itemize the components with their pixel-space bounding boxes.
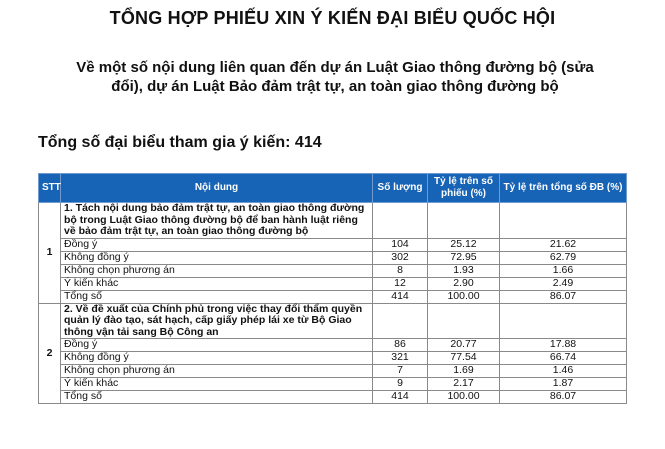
table-row: [39, 365, 627, 378]
results-table: [38, 173, 627, 404]
table-row: [39, 290, 627, 303]
pct-votes-cell: 100.00: [428, 391, 500, 404]
option-label: Ý kiến khác: [61, 277, 373, 290]
pct-delegates-cell: 1.66: [500, 264, 627, 277]
option-label: Đồng ý: [61, 238, 373, 251]
count-cell: 302: [373, 251, 428, 264]
count-cell: 414: [373, 290, 428, 303]
table-row: [39, 238, 627, 251]
table-header-row: [39, 174, 627, 203]
table-row: [39, 339, 627, 352]
count-cell: 414: [373, 391, 428, 404]
pct-votes-cell: 2.17: [428, 378, 500, 391]
empty-cell: [373, 203, 428, 239]
pct-votes-cell: 1.93: [428, 264, 500, 277]
pct-votes-cell: 1.69: [428, 365, 500, 378]
pct-votes-cell: 77.54: [428, 352, 500, 365]
subtitle-line-2: đổi), dự án Luật Bảo đảm trật tự, an toàn giao thông đường bộ: [111, 78, 559, 95]
pct-delegates-cell: 62.79: [500, 251, 627, 264]
question-text: 1. Tách nội dung bảo đảm trật tự, an toàn giao thông đường bộ trong Luật Giao thông đường bộ để ban hành luật riêng về bảo đảm trật tự, an toàn giao thông đường bộ: [61, 203, 373, 239]
empty-cell: [428, 203, 500, 239]
count-cell: 12: [373, 277, 428, 290]
pct-delegates-cell: 2.49: [500, 277, 627, 290]
pct-delegates-cell: 1.46: [500, 365, 627, 378]
page-subtitle: [30, 58, 640, 96]
option-label: Không đồng ý: [61, 251, 373, 264]
pct-delegates-cell: 17.88: [500, 339, 627, 352]
option-label: Tổng số: [61, 290, 373, 303]
option-label: Không đồng ý: [61, 352, 373, 365]
stt-cell: 2: [39, 303, 61, 404]
option-label: Đồng ý: [61, 339, 373, 352]
empty-cell: [500, 303, 627, 339]
pct-votes-cell: 72.95: [428, 251, 500, 264]
table-row: [39, 391, 627, 404]
pct-votes-cell: 100.00: [428, 290, 500, 303]
count-cell: 86: [373, 339, 428, 352]
question-row: [39, 303, 627, 339]
page-title: TỔNG HỢP PHIẾU XIN Ý KIẾN ĐẠI BIỂU QUỐC HỘI: [109, 8, 556, 28]
empty-cell: [500, 203, 627, 239]
count-cell: 7: [373, 365, 428, 378]
question-row: [39, 203, 627, 239]
table-row: [39, 352, 627, 365]
pct-votes-cell: 25.12: [428, 238, 500, 251]
empty-cell: [373, 303, 428, 339]
pct-delegates-cell: 21.62: [500, 238, 627, 251]
table-row: [39, 264, 627, 277]
table-row: [39, 251, 627, 264]
option-label: Không chọn phương án: [61, 365, 373, 378]
subtitle-line-1: Về một số nội dung liên quan đến dự án Luật Giao thông đường bộ (sửa: [76, 59, 594, 76]
count-cell: 321: [373, 352, 428, 365]
pct-delegates-cell: 66.74: [500, 352, 627, 365]
header-content: Nội dung: [61, 174, 373, 203]
count-cell: 104: [373, 238, 428, 251]
option-label: Không chọn phương án: [61, 264, 373, 277]
question-text: 2. Về đề xuất của Chính phủ trong việc thay đổi thẩm quyền quản lý đào tạo, sát hạch, cấp giấy phép lái xe từ Bộ Giao thông vận tải sang Bộ Công an: [61, 303, 373, 339]
pct-delegates-cell: 1.87: [500, 378, 627, 391]
header-count: Số lượng: [373, 174, 428, 203]
stt-cell: 1: [39, 203, 61, 304]
pct-votes-cell: 20.77: [428, 339, 500, 352]
header-stt: STT: [39, 174, 61, 203]
table-row: [39, 378, 627, 391]
pct-delegates-cell: 86.07: [500, 290, 627, 303]
option-label: Ý kiến khác: [61, 378, 373, 391]
option-label: Tổng số: [61, 391, 373, 404]
empty-cell: [428, 303, 500, 339]
pct-delegates-cell: 86.07: [500, 391, 627, 404]
header-pct-votes: Tỷ lệ trên số phiếu (%): [428, 174, 500, 203]
total-delegates: Tổng số đại biểu tham gia ý kiến: 414: [38, 134, 322, 151]
count-cell: 8: [373, 264, 428, 277]
table-row: [39, 277, 627, 290]
header-pct-delegates: Tỷ lệ trên tổng số ĐB (%): [500, 174, 627, 203]
pct-votes-cell: 2.90: [428, 277, 500, 290]
count-cell: 9: [373, 378, 428, 391]
